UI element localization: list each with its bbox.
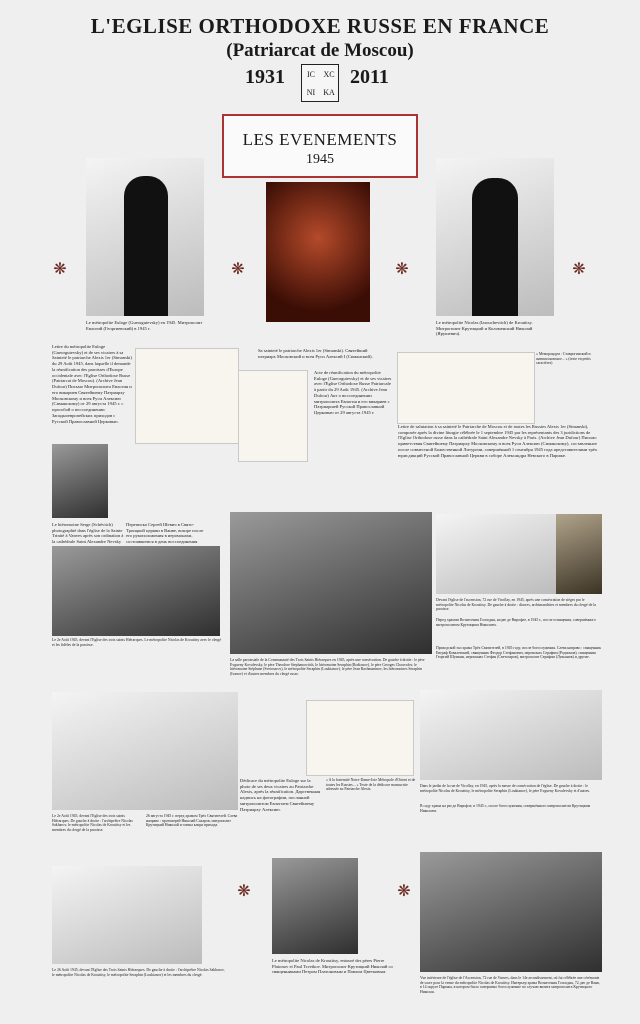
caption-viroflay-garden-ru: В саду храма на рю де Вирофле, в 1945 г., после богослужения, совершённого митрополитом Крутицким Николаем. — [420, 804, 591, 813]
photo-three-hierarchs-clergy — [52, 546, 220, 636]
events-year: 1945 — [306, 152, 334, 167]
rosette-icon: ❋ — [572, 261, 586, 278]
caption-three-hierarchs-feast: Le 2e Août 1945, devant l'Eglise des trois saints Hiérarques. De gauche à droite : l'archiprêtre Nicolas Sakharov, le métropolite Nicolas de Kroutitsy et les membres du clergé de la paroisse. — [52, 814, 133, 833]
caption-ascension: Devant l'église de l'ascension, 72 rue de Viroflay, en 1945, après une consécration de sièges par le métropolite Nicolas de Kroutitsy. De gauche à droite : diacres, archimandrites et membres du clergé de la paroisse. — [436, 598, 596, 612]
photo-ascension-church-1945 — [436, 514, 556, 594]
caption-viroflay-garden: Dans le jardin de la rue de Viroflay, en 1945, après la messe de consécration de l'église. De gauche à droite : le métropolite Nicolas de Kroutitsy, le métropolite Seraphin (Loukianov), le père Evgueny Kovalevsky et d'autres. — [420, 784, 590, 793]
year-end: 2011 — [350, 66, 389, 88]
photo-three-hierarchs-feast — [52, 692, 238, 810]
document-euloge-letter — [135, 348, 239, 444]
year-start: 1931 — [245, 66, 285, 88]
caption-parish-hall-ru: Приходской зал храма Трёх Святителей, в 1945 году, после богослужения. Слева направо : священник Евграф Ковалевский, священник Феодор Стефанович, иеромонах Серафим (Родионов), священник Георгий Шумкин, иеромонах Стефан (Светозаров), митрополит Серафим (Лукьянов) и другие. — [436, 646, 602, 660]
rosette-icon: ❋ — [397, 883, 411, 900]
events-box — [222, 114, 418, 178]
photo-nicolas-with-priests — [272, 858, 358, 954]
caption-euloge: Le métropolite Euloge (Gueorguievsky) en 1945. Митрополит Евлогий (Георгиевский) в 1945 г. — [86, 320, 203, 331]
photo-ascension-group — [556, 514, 602, 594]
emblem-xc: XC — [323, 69, 335, 79]
page-title: L'EGLISE ORTHODOXE RUSSE EN FRANCE — [90, 14, 550, 38]
caption-three-hierarchs-feast-ru: 26 августа 1945 г. перед храмом Трёх Святителей. Слева направо : протоиерей Николай Сахаров, митрополит Крутицкий Николай и члены клира прихода. — [146, 814, 238, 828]
caption-nicolas: Le métropolite Nicolas (Iarouchevitch) de Kroutitsy. Митрополит Крутицкий и Коломенский Николай (Ярушевич). — [436, 320, 533, 337]
rosette-icon: ❋ — [395, 261, 409, 278]
caption-nicolas-with-priests: Le métropolite Nicolas de Kroutitsy, entouré des pères Pierre Platonov et Paul Tsvetkov. Митрополит Крутицкий Николай со священниками Петром Платоновым и Павлом Цветковым. — [272, 958, 393, 975]
caption-dedication-text: « A la fraternité Notre-Dame-Joie Métropole d'Orient et de toutes les Russies... » Texte de la dédicace manuscrite adressée au Patriarche Alexis. — [326, 778, 416, 792]
caption-salutation: Lettre de salutation à sa sainteté le Patriarche de Moscou et de toutes les Russies Alexis 1er (Simanski), composée après la divine liturgie célébrée le 1 septembre 1945 par les représentants des 3 juridictions de l'Eglise Orthodoxe russe dans la cathédrale Saint Alexandre Nevsky à Paris. (Archive Jean Dufour) Письмо приветствия Святейшему Патриарху Московскому и всея Руси Алексию (Симанскому), составленное после совместной Божественной Литургии, совершённой 1 сентября 1945 года представителями трёх юрисдикций Русской Православной Церкви в соборе Александра Невского в Париже. — [398, 424, 598, 458]
caption-three-hierarchs-clergy: Le 2e Août 1945, devant l'Eglise des trois saints Hiérarques. Le métropolite Nicolas de Kroutitsy avec le clergé et les fidèles de la paroisse. — [52, 638, 222, 647]
events-title: LES EVENEMENTS — [242, 130, 398, 149]
photo-metropolitan-euloge — [86, 158, 204, 316]
document-dedication — [306, 700, 414, 776]
caption-patriarch: Sa sainteté le patriarche Alexis 1er (Simanski). Святейший патриарх Московский и всея Руси Алексий I (Симанский). — [258, 348, 373, 359]
caption-memorandum: « Меморандум : Ставрогинский и антимосковское... » (texte en petits caractères) — [536, 352, 591, 366]
document-act-reunification — [238, 370, 308, 462]
photo-parish-hall — [230, 512, 432, 654]
photo-ascension-interior — [420, 852, 602, 972]
caption-three-hierarchs-august: Le 26 Août 1945, devant l'Eglise des Trois Saints Hiérarques. De gauche à droite : l'archiprêtre Nicolas Sakharov, le métropolite Nicolas de Kroutitsy, le métropolite Seraphin (Loukianov) et les membres du clergé. — [52, 968, 225, 977]
emblem-ka: KA — [323, 87, 335, 97]
caption-ascension-ru: Перед храмом Вознесения Господня, на рю де Вирофле, в 1945 г., после освящения, совершённого митрополитом Крутицким Николаем. — [436, 618, 596, 627]
photo-patriarch-alexis — [266, 182, 370, 322]
page-subtitle: (Patriarcat de Moscou) — [226, 40, 414, 61]
caption-ascension-interior: Vue intérieure de l'église de l'Ascension, 72 rue de Vanves, dans le 14e arrondissement, où fut célébrée une cérémonie de sacre pour la venue du métropolite Nicolas de Kroutitsy. Интерьер храма Вознесения Господня, 72, рю де Ванв, в 14 округе Парижа, в котором было совершено богослужение по случаю визита митрополита Крутицкого Николая. — [420, 976, 600, 995]
emblem-ic: IC — [307, 69, 315, 79]
caption-dedication: Dédicace du métropolite Euloge sur la photo de ses deux vicaires au Patriarche Alexis, après la réunification. Дарственная надпись на фотографии, посланной митрополитом Евлогием Святейшему Патриарху Алексию. — [240, 778, 321, 812]
caption-act-reunification: Acte de réunification du métropolite Euloge (Gueorguievsky) et de ses vicaires avec l'Eglise Orthodoxe Russe Patriarcale à partir du 29 Août 1945. (Archive Jean Dufour) Акт о воссоединении митрополита Евлогия и его викариев с Патриаршей Русской Православной Церковью от 29 августа 1945 г. — [314, 370, 392, 416]
document-salutation-letter — [397, 352, 535, 424]
caption-euloge-letter: Lettre du métropolite Euloge (Gueorguievsky) et de ses vicaires à sa Sainteté le patriarche Alexis 1er (Simanski) du 29 Août 1945, dans laquelle il demande la réunification des paroisses d'Europe occidentale avec l'Eglise Orthodoxe Russe (Patriarcat de Moscou). (Archive Jean Dufour) Письмо Митрополита Евлогия и его викариев Святейшему Патриарху Московскому и всея Руси Алексию (Симанскому) от 29 августа 1945 г. с просьбой о воссоединении Западноевропейских приходов с Русской Православной Церковью. — [52, 344, 132, 424]
photo-hieromonk-serge — [52, 444, 108, 518]
rosette-icon: ❋ — [53, 261, 67, 278]
ic-xc-nika-emblem — [301, 64, 339, 102]
emblem-ni: NI — [306, 87, 316, 97]
rosette-icon: ❋ — [237, 883, 251, 900]
photo-metropolitan-nicolas — [436, 158, 554, 316]
rosette-icon: ❋ — [231, 261, 245, 278]
caption-parish-hall: La salle paroissiale de la Communauté des Trois Saints Hiérarques en 1945, après une consécration. De gauche à droite : le père Evgueny Kovalevsky, le père Theodore Stephanowitch, le hiéromoine Seraphin (Rodionov), le père Georges Chouvalov, le hiéromoine Stéphane (Svetosarov), le métropolite Seraphin (Loukianov), le père Jean Rachmaninov, les hiéromoines Seraphin (Ivanov) et d'autres membres du clergé russe. — [230, 658, 425, 677]
photo-three-hierarchs-august — [52, 866, 202, 964]
photo-viroflay-garden — [420, 690, 602, 780]
caption-hieromonk-serge-ru: Переписка Сергей Шевич в Свято-Троицкой церкви в Ванве, вскоре после его рукоположения в иеромонахи, состоявшемся в день воссоединения — [126, 522, 204, 545]
caption-hieromonk-serge: Le hiéromoine Serge (Schévitch) photographié dans l'église de la Sainte Trinité à Vanves après son ordination à la cathédrale Saint Alexandre Nevsky — [52, 522, 124, 545]
